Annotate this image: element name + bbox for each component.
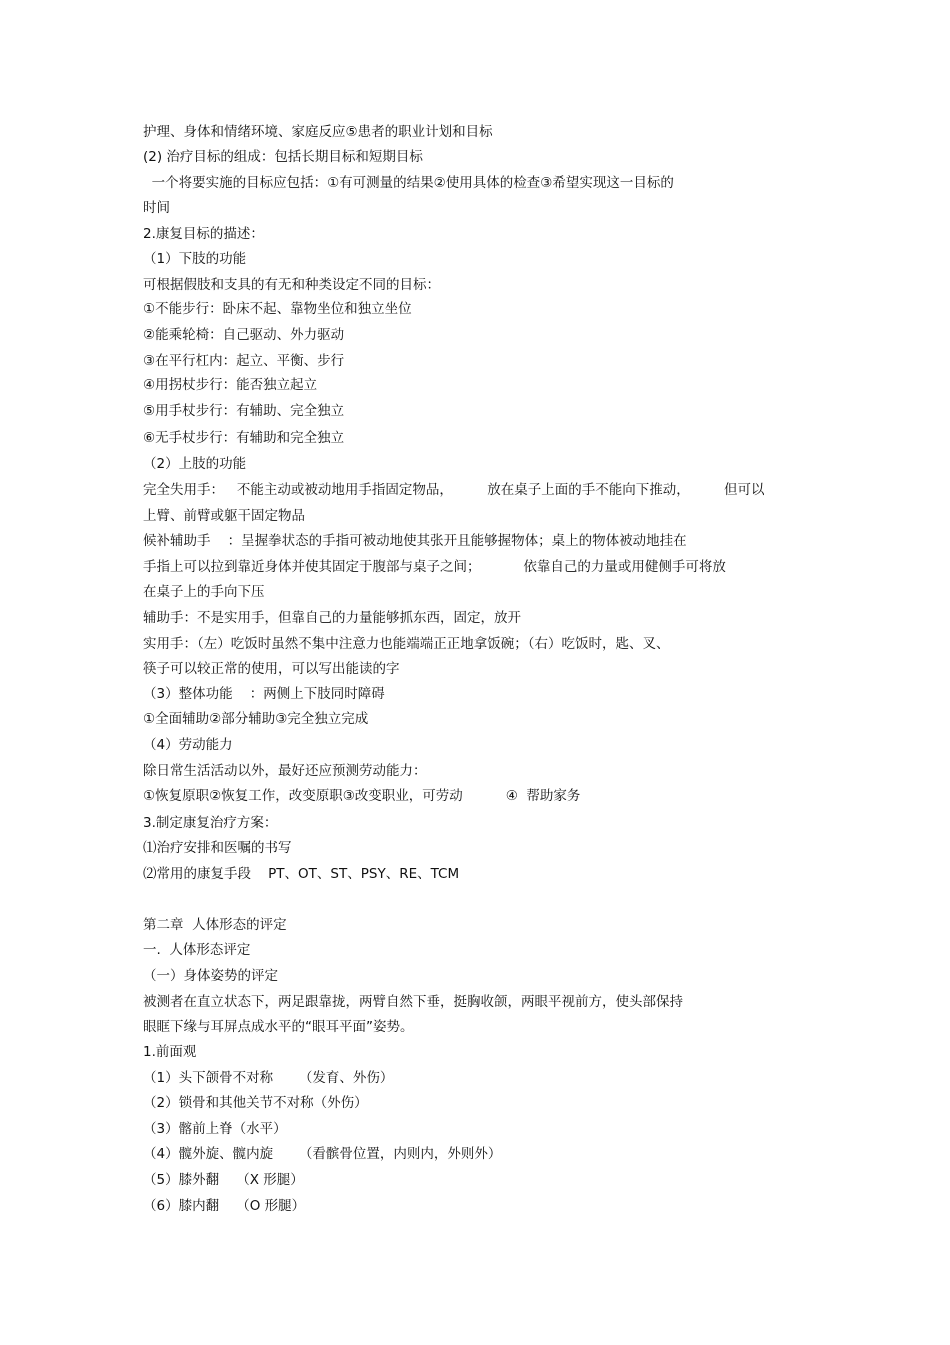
text-line: ④用拐杖步行：能否独立起立 xyxy=(143,377,318,393)
text-line: ①恢复原职②恢复工作，改变原职③改变职业，可劳动 ④ 帮助家务 xyxy=(143,788,581,804)
text-line: ②能乘轮椅：自己驱动、外力驱动 xyxy=(143,327,345,343)
text-line: （6）膝内翻 （O 形腿） xyxy=(143,1198,306,1214)
text-line: ⑤用手杖步行：有辅助、完全独立 xyxy=(143,403,345,419)
text-line: 3.制定康复治疗方案： xyxy=(143,815,278,831)
text-line: 在桌子上的手向下压 xyxy=(143,584,265,600)
text-line: （4）劳动能力 xyxy=(143,737,233,753)
text-line: 辅助手：不是实用手，但靠自己的力量能够抓东西，固定，放开 xyxy=(143,610,521,626)
text-line: （一）身体姿势的评定 xyxy=(143,968,278,984)
text-line: 上臂、前臂或躯干固定物品 xyxy=(143,508,305,524)
text-line: 手指上可以拉到靠近身体并使其固定于腹部与桌子之间； 依靠自己的力量或用健侧手可将放 xyxy=(143,559,726,575)
text-line: 护理、身体和情绪环境、家庭反应⑤患者的职业计划和目标 xyxy=(143,124,493,140)
text-line: 被测者在直立状态下，两足跟靠拢，两臂自然下垂，挺胸收颌，两眼平视前方，使头部保持 xyxy=(143,994,683,1010)
text-line: ①不能步行：卧床不起、靠物坐位和独立坐位 xyxy=(143,301,412,317)
text-line: 可根据假肢和支具的有无和种类设定不同的目标： xyxy=(143,277,440,293)
text-line: 2.康复目标的描述： xyxy=(143,226,264,242)
text-line: 除日常生活活动以外，最好还应预测劳动能力： xyxy=(143,763,427,779)
text-line: （2）上肢的功能 xyxy=(143,456,247,472)
text-line: （1）下肢的功能 xyxy=(143,251,247,267)
text-line: 眼眶下缘与耳屏点成水平的“眼耳平面”姿势。 xyxy=(143,1019,414,1035)
text-line: ①全面辅助②部分辅助③完全独立完成 xyxy=(143,711,369,727)
text-line: 候补辅助手 ：呈握拳状态的手指可被动地使其张开且能够握物体；桌上的物体被动地挂在 xyxy=(143,533,687,549)
text-line: ⑵常用的康复手段 PT、OT、ST、PSY、RE、TCM xyxy=(143,866,460,882)
text-line: （5）膝外翻 （X 形腿） xyxy=(143,1172,304,1188)
text-line: (2) 治疗目标的组成：包括长期目标和短期目标 xyxy=(143,149,423,165)
text-line: 实用手：（左）吃饭时虽然不集中注意力也能端端正正地拿饭碗；（右）吃饭时，匙、叉、 xyxy=(143,636,670,652)
text-line: （2）锁骨和其他关节不对称（外伤） xyxy=(143,1095,368,1111)
text-line: ③在平行杠内：起立、平衡、步行 xyxy=(143,353,345,369)
section-heading: 第二章 人体形态的评定 xyxy=(143,917,287,933)
text-line: 一个将要实施的目标应包括：①有可测量的结果②使用具体的检查③希望实现这一目标的 xyxy=(143,175,674,191)
text-line: （1）头下颌骨不对称 （发育、外伤） xyxy=(143,1070,394,1086)
text-line: 完全失用手： 不能主动或被动地用手指固定物品， 放在桌子上面的手不能向下推动， 但可以 xyxy=(143,482,765,498)
text-line: 1.前面观 xyxy=(143,1044,197,1060)
text-line: （4）髋外旋、髋内旋 （看髌骨位置，内则内，外则外） xyxy=(143,1146,502,1162)
text-line: ⑥无手杖步行：有辅助和完全独立 xyxy=(143,430,345,446)
text-line: 一. 人体形态评定 xyxy=(143,942,251,958)
text-line: ⑴治疗安排和医嘱的书写 xyxy=(143,840,292,856)
text-line: 筷子可以较正常的使用，可以写出能读的字 xyxy=(143,661,400,677)
text-line: 时间 xyxy=(143,200,170,216)
text-line: （3）髂前上脊（水平） xyxy=(143,1121,287,1137)
text-line: （3）整体功能 ：两侧上下肢同时障碍 xyxy=(143,686,385,702)
